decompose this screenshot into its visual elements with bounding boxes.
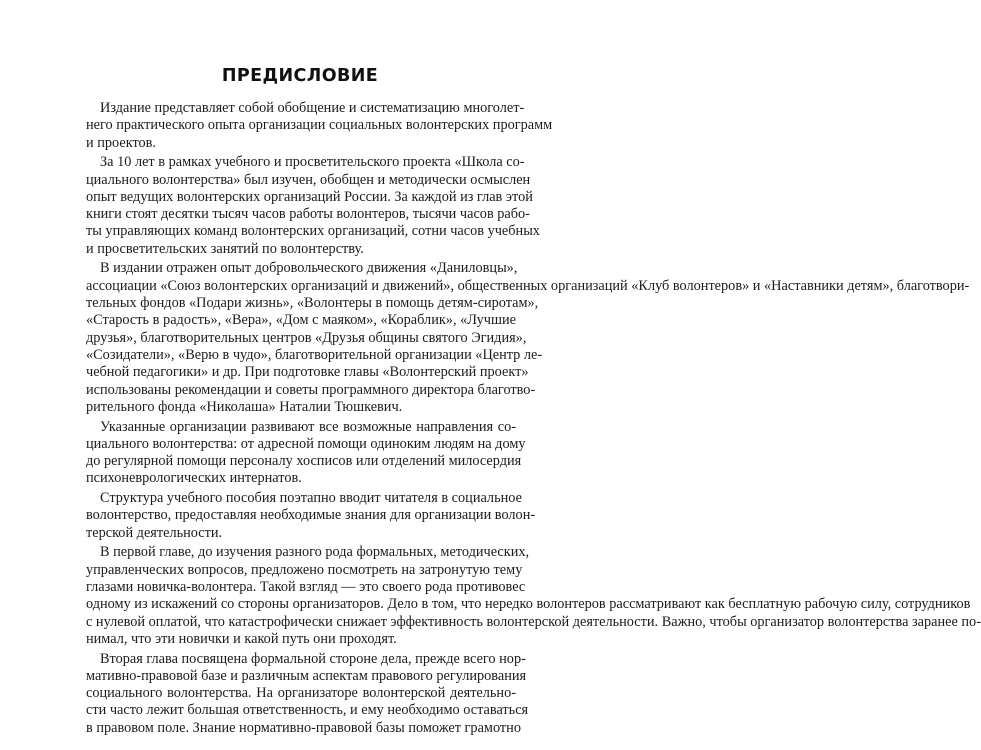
text-line: сти часто лежит большая ответственность, и ему необходимо оставаться [86,702,529,719]
paragraph [86,544,981,648]
text-line: Структура учебного пособия поэтапно вводит читателя в социальное [100,490,522,507]
text-line: В первой главе, до изучения разного рода формальных, методических, [100,544,530,561]
text-line: использованы рекомендации и советы программного директора благотво- [86,381,536,398]
text-line: с нулевой оплатой, что катастрофически снижает эффективность волонтерской деятельности. Важно, чтобы организатор волонтерства заранее по- [86,613,981,630]
text-line: и просветительских занятий по волонтерству. [86,240,364,257]
text-line: него практического опыта организации социальных волонтерских программ [86,117,553,134]
paragraph [86,100,553,152]
text-line: «Созидатели», «Верю в чудо», благотворительной организации «Центр ле- [86,346,543,363]
text-line: циального волонтерства: от адресной помощи одиноким людям на дому [86,435,526,452]
text-line: За 10 лет в рамках учебного и просветительского проекта «Школа со- [100,154,525,171]
text-line: волонтерство, предоставляя необходимые знания для организации волон- [86,507,536,524]
body-text [86,100,981,739]
paragraph [86,260,970,416]
text-line: рительного фонда «Николаша» Наталии Тюшкевич. [86,398,403,415]
text-line: глазами новичка-волонтера. Такой взгляд — это своего рода противовес [86,578,526,595]
text-line: терской деятельности. [86,524,223,541]
text-line: ты управляющих команд волонтерских организаций, сотни часов учебных [86,223,540,240]
text-line: чебной педагогики» и др. При подготовке главы «Волонтерский проект» [86,364,529,381]
paragraph [86,650,529,737]
text-line: книги стоят десятки тысяч часов работы волонтеров, тысячи часов рабо- [86,206,530,223]
text-line: Указанные организации развивают все возможные направления со- [100,418,516,435]
text-line: ассоциации «Союз волонтерских организаций и движений», общественных организаций «Клуб волонтеров» и «Наставники детям», благотвори- [86,277,970,294]
text-line: «Старость в радость», «Вера», «Дом с маяком», «Кораблик», «Лучшие [86,312,516,329]
paragraph [86,490,536,542]
text-line: нимал, что эти новички и какой путь они проходят. [86,630,397,647]
text-line: управленческих вопросов, предложено посмотреть на затронутую тему [86,561,523,578]
text-line: психоневрологических интернатов. [86,470,302,487]
paragraph [86,154,540,258]
text-line: опыт ведущих волонтерских организаций России. За каждой из глав этой [86,188,533,205]
paragraph [86,418,526,488]
chapter-heading: ПРЕДИСЛОВИЕ [221,66,379,86]
text-line: социального волонтерства. На организаторе волонтерской деятельно- [86,685,516,702]
text-line: Издание представляет собой обобщение и систематизацию многолет- [100,100,525,116]
text-line: циального волонтерства» был изучен, обобщен и методически осмыслен [86,171,531,188]
text-line: в правовом поле. Знание нормативно-правовой базы поможет грамотно [86,719,521,736]
text-line: В издании отражен опыт добровольческого движения «Даниловцы», [100,260,518,277]
text-line: Вторая глава посвящена формальной стороне дела, прежде всего нор- [100,650,526,667]
text-line: и проектов. [86,134,156,151]
text-line: друзья», благотворительных центров «Друзья общины святого Эгидия», [86,329,527,346]
text-line: мативно-правовой базе и различным аспектам правового регулирования [86,667,527,684]
text-line: до регулярной помощи персоналу хосписов или отделений милосердия [86,453,522,470]
text-line: одному из искажений со стороны организаторов. Дело в том, что нередко волонтеров рассматривают как бесплатную рабочую силу, сотрудников [86,596,971,613]
text-line: тельных фондов «Подари жизнь», «Волонтеры в помощь детям-сиротам», [86,295,539,312]
